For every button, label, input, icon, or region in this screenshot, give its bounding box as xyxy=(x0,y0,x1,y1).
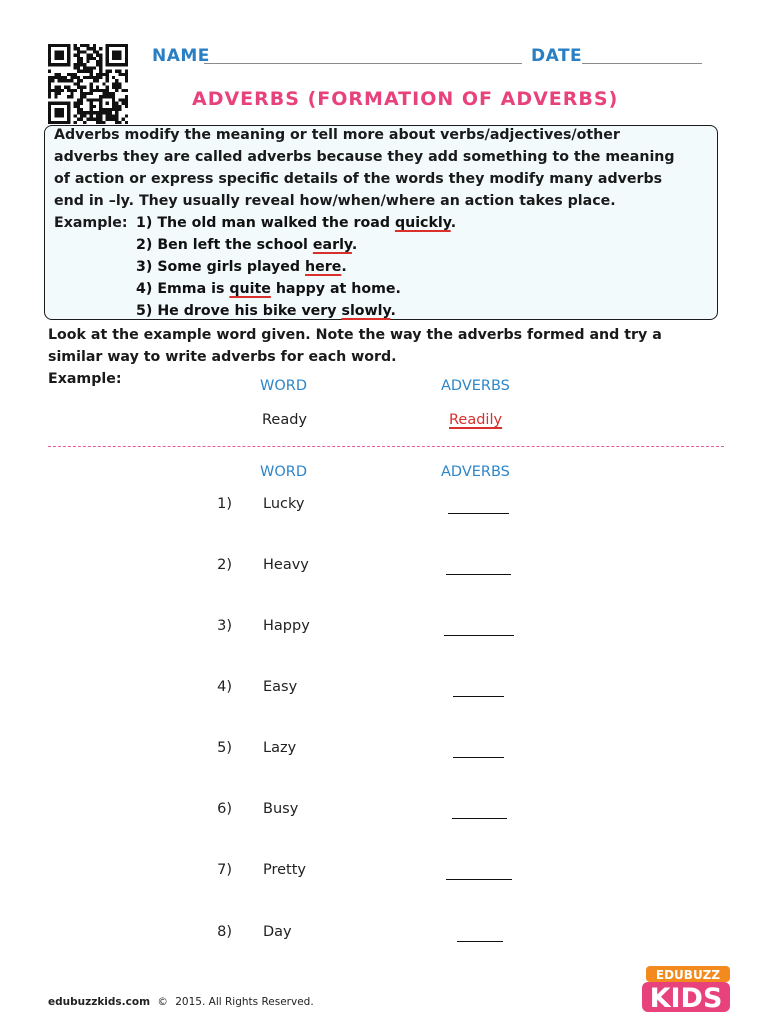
exercise-number: 1) xyxy=(217,496,232,512)
qr-code-icon xyxy=(48,44,128,124)
answer-blank-6[interactable] xyxy=(452,818,507,819)
title-main: ADVERBS xyxy=(192,88,300,110)
example-adverb-header: ADVERBS xyxy=(441,378,510,394)
answer-blank-2[interactable] xyxy=(446,574,511,575)
example-adverb: quickly xyxy=(394,215,451,231)
example-adverb: early xyxy=(312,237,352,253)
exercise-word-header: WORD xyxy=(260,464,307,480)
example-sentence-5 xyxy=(136,300,396,322)
name-label: NAME xyxy=(152,46,210,66)
example-after: . xyxy=(341,259,347,275)
example-number: 3) xyxy=(136,259,153,275)
example-number: 1) xyxy=(136,215,153,231)
exercise-word: Happy xyxy=(263,618,310,634)
example-number: 2) xyxy=(136,237,153,253)
name-field[interactable] xyxy=(204,63,522,64)
example-after: . xyxy=(351,237,358,253)
example-after: happy at home. xyxy=(270,281,401,297)
definition-example-label: Example: xyxy=(54,215,128,231)
section-divider xyxy=(48,446,724,447)
exercise-word: Lazy xyxy=(263,740,297,756)
example-adverb-answer: Readily xyxy=(449,412,503,428)
example-adverb: here xyxy=(305,259,342,275)
example-before: Ben left the school xyxy=(157,237,313,253)
example-number: 4) xyxy=(136,281,153,297)
example-sentence-1 xyxy=(136,212,456,234)
example-word-header: WORD xyxy=(260,378,307,394)
footer-rights: 2015. All Rights Reserved. xyxy=(175,996,314,1008)
title-sub: (FORMATION OF ADVERBS) xyxy=(307,88,619,110)
logo-top-text: EDUBUZZ xyxy=(655,968,721,982)
answer-blank-5[interactable] xyxy=(453,757,504,758)
definition-line-3: of action or express specific details of the words they modify many adverbs xyxy=(54,171,663,187)
exercise-number: 2) xyxy=(217,557,232,573)
instructions-example-label: Example: xyxy=(48,371,122,387)
edubuzz-kids-logo xyxy=(640,964,732,1014)
answer-blank-1[interactable] xyxy=(448,513,509,514)
answer-blank-8[interactable] xyxy=(457,941,503,942)
example-word: Ready xyxy=(262,412,308,428)
exercise-word: Easy xyxy=(263,679,298,695)
page-title xyxy=(192,88,618,110)
definition-line-2: adverbs they are called adverbs because they add something to the meaning xyxy=(54,149,675,165)
answer-blank-7[interactable] xyxy=(446,879,512,880)
example-after: . xyxy=(450,215,457,231)
copyright-icon: © xyxy=(157,996,168,1008)
example-before: The old man walked the road xyxy=(157,215,395,231)
exercise-word: Pretty xyxy=(263,862,307,878)
instructions-line-1: Look at the example word given. Note the way the adverbs formed and try a xyxy=(48,327,662,343)
exercise-word: Busy xyxy=(263,801,299,817)
footer xyxy=(48,996,314,1008)
exercise-number: 8) xyxy=(217,924,232,940)
exercise-number: 6) xyxy=(217,801,232,817)
exercise-number: 7) xyxy=(217,862,232,878)
example-after: . xyxy=(390,303,396,319)
footer-site: edubuzzkids.com xyxy=(48,996,151,1008)
example-before: Emma is xyxy=(157,281,230,297)
example-before: Some girls played xyxy=(157,259,306,275)
exercise-word: Heavy xyxy=(263,557,309,573)
example-sentence-3 xyxy=(136,256,347,278)
example-sentence-4 xyxy=(136,278,401,300)
exercise-number: 4) xyxy=(217,679,232,695)
instructions-line-2: similar way to write adverbs for each word. xyxy=(48,349,397,365)
answer-blank-3[interactable] xyxy=(444,635,514,636)
exercise-adverb-header: ADVERBS xyxy=(441,464,510,480)
date-label: DATE xyxy=(531,46,583,66)
definition-line-4: end in –ly. They usually reveal how/when/where an action takes place. xyxy=(54,193,616,209)
exercise-number: 3) xyxy=(217,618,232,634)
example-adverb: slowly xyxy=(341,303,391,319)
answer-blank-4[interactable] xyxy=(453,696,504,697)
exercise-word: Day xyxy=(263,924,292,940)
exercise-number: 5) xyxy=(217,740,232,756)
definition-line-1: Adverbs modify the meaning or tell more about verbs/adjectives/other xyxy=(54,127,620,143)
example-before: He drove his bike very xyxy=(157,303,342,319)
example-adverb: quite xyxy=(229,281,271,297)
example-sentence-2 xyxy=(136,234,357,256)
example-number: 5) xyxy=(136,303,153,319)
exercise-word: Lucky xyxy=(263,496,305,512)
logo-bottom-text: KIDS xyxy=(649,983,723,1014)
date-field[interactable] xyxy=(582,63,702,64)
